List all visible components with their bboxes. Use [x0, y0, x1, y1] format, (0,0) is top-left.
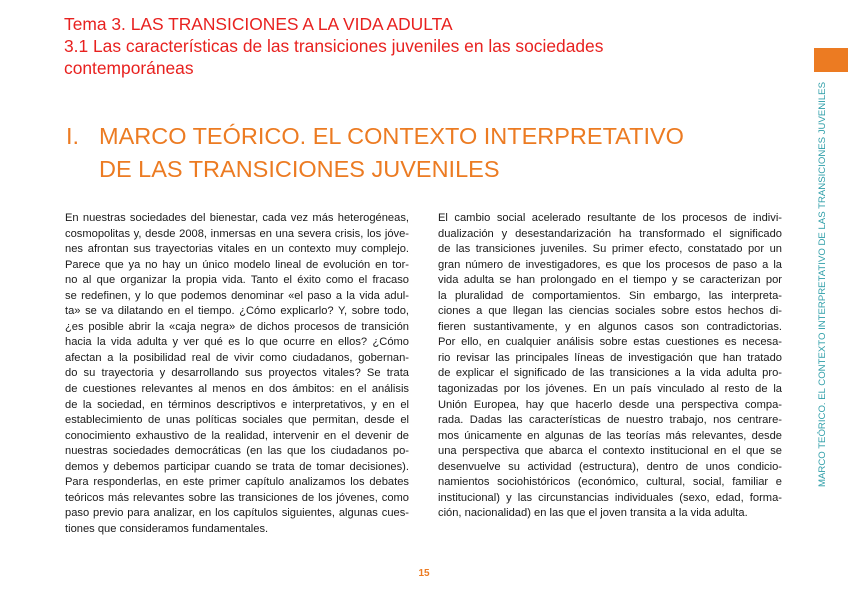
side-running-title: MARCO TEÓRICO. EL CONTEXTO INTERPRETATIVO DE LAS TRANSICIONES JUVENILES — [817, 82, 828, 487]
body-column-right — [438, 211, 782, 522]
text-line: la pluralidad de comportamientos. Sin embargo, las interpreta- — [438, 289, 782, 302]
section-title-line-2: contemporáneas — [64, 58, 194, 78]
body-column-left — [65, 211, 409, 537]
text-line: paso previo para analizar, en los capítulos siguientes, algunas cues- — [65, 507, 409, 520]
text-line: una perspectiva que abarca el contexto institucional en el que se — [438, 445, 782, 458]
text-line: vida adulta se han prolongado en el tiempo y se caracterizan por — [438, 274, 782, 287]
text-line: fieren sustantivamente, y en algunos casos son contradictorias. — [438, 320, 782, 333]
text-line: tagonizadas por los jóvenes. En un país vinculado al resto de la — [438, 383, 782, 396]
text-line: rio revisar las principales líneas de investigación que han tratado — [438, 351, 782, 364]
text-line: dualización y desestandarización ha transformado el significado — [438, 227, 782, 240]
text-line: ción, nacionalidad) en las que el joven transita a la vida adulta. — [438, 507, 748, 520]
chapter-title-line-1: MARCO TEÓRICO. EL CONTEXTO INTERPRETATIVO — [99, 123, 684, 149]
text-line: mos únicamente en algunas de las teorías más relevantes, desde — [438, 429, 782, 442]
text-line: gran número de investigadores, es que los procesos de paso a la — [438, 258, 782, 271]
text-line: de la sociedad, en términos descriptivos e interpretativos, y en el — [65, 398, 409, 411]
text-line: rada. Dadas las características de nuestro trabajo, nos centrare- — [438, 414, 782, 427]
text-line: ta» se va dilatando en el tiempo. ¿Cómo explicarlo? Y, sobre todo, — [65, 305, 409, 318]
text-line: nes afrontan sus trayectorias vitales en un contexto muy complejo. — [65, 243, 409, 256]
text-line: hacia la vida adulta y ver qué es lo que ocurre en ellos? ¿Cómo — [65, 336, 409, 349]
text-line: desenvuelve su actividad (estructura), dentro de unos condicio- — [438, 460, 782, 473]
section-title-line-1: 3.1 Las características de las transiciones juveniles en las sociedades — [64, 36, 604, 56]
text-line: cosmopolitas y, desde 2008, inmersas en una severa crisis, los jóve- — [65, 227, 409, 240]
text-line: de explicar el significado de las transiciones a la vida adulta pro- — [438, 367, 782, 380]
orange-page-tab — [814, 48, 848, 72]
text-line: demos y debemos participar cuando se trata de tomar decisiones). — [65, 460, 409, 473]
text-line: Por ello, en cualquier análisis sobre estas cuestiones es necesa- — [438, 336, 782, 349]
text-line: namientos sociohistóricos (económico, cultural, social, familiar e — [438, 476, 782, 489]
topic-title: Tema 3. LAS TRANSICIONES A LA VIDA ADULTA — [64, 14, 453, 34]
text-line: se redefinen, y lo que podemos denominar «el paso a la vida adul- — [65, 289, 409, 302]
text-line: El cambio social acelerado resultante de los procesos de indivi- — [438, 212, 782, 224]
text-line: En nuestras sociedades del bienestar, cada vez más heterogéneas, — [65, 212, 409, 224]
text-line: Para responderlas, en este primer capítulo analizamos los debates — [65, 476, 409, 489]
text-line: establecimiento de unas políticas sociales que permitan, desde el — [65, 414, 409, 427]
text-line: Parece que ya no hay un único modelo lineal de evolución en tor- — [65, 258, 409, 271]
text-line: afectan a la posibilidad real de vivir como ciudadanos, gobernan- — [65, 351, 409, 364]
text-line: de cuestiones relevantes al menos en dos ámbitos: en el análisis — [65, 383, 409, 396]
page-number: 15 — [418, 568, 430, 579]
chapter-title — [66, 120, 766, 186]
text-line: ciones a que llegan las ciencias sociales sobre estos hechos di- — [438, 305, 782, 318]
text-line: ¿es posible abrir la «caja negra» de dichos procesos de transición — [65, 320, 409, 333]
text-line: teóricos más relevantes sobre las transiciones de los jóvenes, como — [65, 491, 409, 504]
text-line: institucional) y las circunstancias individuales (sexo, edad, forma- — [438, 491, 782, 504]
text-line: de las transiciones juveniles. Su primer efecto, constatado por un — [438, 243, 782, 256]
chapter-title-line-2: DE LAS TRANSICIONES JUVENILES — [99, 156, 500, 182]
text-line: do su trayectoria y desarrollando sus proyectos vitales? Se trata — [65, 367, 409, 380]
text-line: Unión Europea, hay que hacerlo desde una perspectiva compa- — [438, 398, 782, 411]
text-line: nuestras sociedades democráticas (en las que los ciudadanos po- — [65, 445, 409, 458]
text-line: no al que organizar la propia vida. Tanto el éxito como el fracaso — [65, 274, 409, 287]
chapter-header — [64, 13, 784, 79]
chapter-numeral: I. — [66, 123, 80, 149]
text-line: conocimiento exhaustivo de la realidad, intervenir en el devenir de — [65, 429, 409, 442]
text-line: tiones que consideramos fundamentales. — [65, 522, 269, 535]
